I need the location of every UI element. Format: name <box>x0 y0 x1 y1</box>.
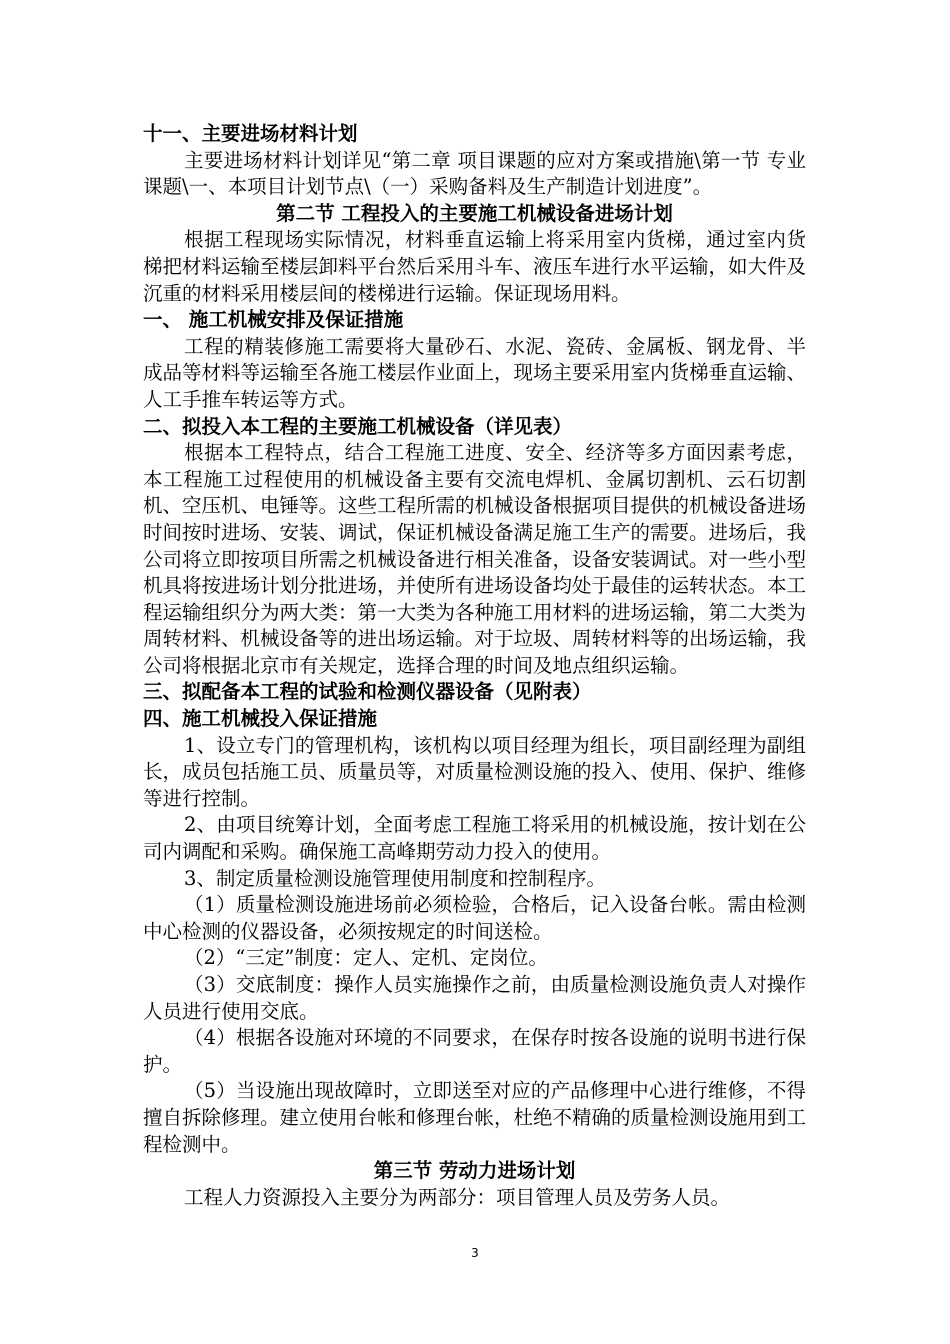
heading-materials-plan: 十一、主要进场材料计划 <box>143 122 358 145</box>
heading-test-instruments: 三、拟配备本工程的试验和检测仪器设备（见附表） <box>143 680 592 704</box>
page-number: 3 <box>471 1246 479 1260</box>
heading-main-machinery: 二、拟投入本工程的主要施工机械设备（详见表） <box>143 414 573 438</box>
paragraph: 2、由项目统筹计划，全面考虑工程施工将采用的机械设施，按计划在公司内调配和采购。确保施工高峰期劳动力投入的使用。 <box>143 813 806 864</box>
paragraph: （5）当设施出现故障时，立即送至对应的产品修理中心进行维修，不得擅自拆除修理。建立使用台帐和修理台帐，杜绝不精确的质量检测设施用到工程检测中。 <box>143 1079 807 1156</box>
paragraph: 3、制定质量检测设施管理使用制度和控制程序。 <box>184 866 606 890</box>
paragraph: 1、设立专门的管理机构，该机构以项目经理为组长，项目副经理为副组长，成员包括施工员、质量员等，对质量检测设施的投入、使用、保护、维修等进行控制。 <box>143 733 807 810</box>
paragraph: （1）质量检测设施进场前必须检验，合格后，记入设备台帐。需由检测中心检测的仪器设备，必须按规定的时间送检。 <box>143 893 806 943</box>
paragraph: 工程人力资源投入主要分为两部分：项目管理人员及劳务人员。 <box>184 1185 731 1209</box>
paragraph: 主要进场材料计划详见“第二章 项目课题的应对方案或措施\第一节 专业课题\一、本项目计划节点\（一）采购备料及生产制造计划进度”。 <box>143 148 806 199</box>
paragraph: 工程的精装修施工需要将大量砂石、水泥、瓷砖、金属板、钢龙骨、半成品等材料等运输至各施工楼层作业面上，现场主要采用室内货梯垂直运输、人工手推车转运等方式。 <box>143 334 807 411</box>
heading-guarantee-measures: 四、施工机械投入保证措施 <box>143 707 378 731</box>
paragraph: （2）“三定”制度：定人、定机、定岗位。 <box>184 946 548 970</box>
document-body <box>143 121 806 1211</box>
paragraph: （3）交底制度：操作人员实施操作之前，由质量检测设施负责人对操作人员进行使用交底。 <box>143 973 806 1023</box>
paragraph: 根据工程现场实际情况，材料垂直运输上将采用室内货梯，通过室内货梯把材料运输至楼层卸料平台然后采用斗车、液压车进行水平运输，如大件及沉重的材料采用楼层间的楼梯进行运输。保证现场用料。 <box>143 228 807 305</box>
heading-machinery-arrangement: 一、 施工机械安排及保证措施 <box>143 308 404 332</box>
section-title: 第三节 劳动力进场计划 <box>373 1159 576 1183</box>
paragraph: （4）根据各设施对环境的不同要求，在保存时按各设施的说明书进行保护。 <box>143 1026 806 1076</box>
section-title: 第二节 工程投入的主要施工机械设备进场计划 <box>276 201 673 225</box>
paragraph: 根据本工程特点，结合工程施工进度、安全、经济等多方面因素考虑，本工程施工过程使用的机械设备主要有交流电焊机、金属切割机、云石切割机、空压机、电锤等。这些工程所需的机械设备根据项目提供的机械设备进场时间按时进场、安装、调试，保证机械设备满足施工生产的需要。进场后，我公司将立即按项目所需之机械设备进行相关准备，设备安装调试。对一些小型机具将按进场计划分批进场，并使所有进场设备均处于最佳的运转状态。本工程运输组织分为两大类：第一大类为各种施工用材料的进场运输，第二大类为周转材料、机械设备等的进出场运输。对于垃圾、周转材料等的出场运输，我公司将根据北京市有关规定，选择合理的时间及地点组织运输。 <box>143 441 807 677</box>
